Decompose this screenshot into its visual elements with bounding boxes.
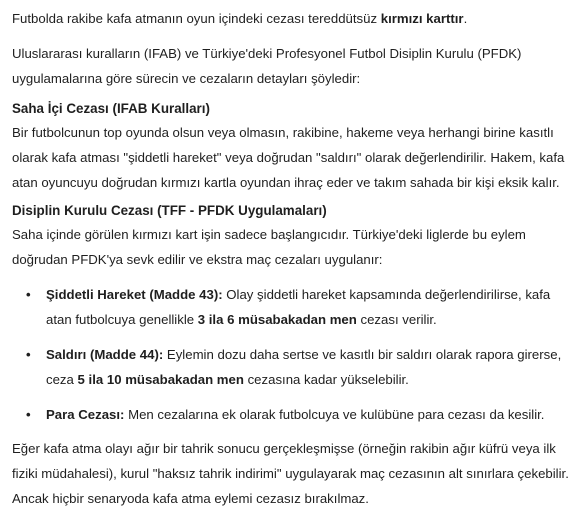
section2-body: Saha içinde görülen kırmızı kart işin sadece başlangıcıdır. Türkiye'deki liglerde bu eylem doğrudan PFDK'ya sevk edilir ve ekstra maç cezaları uygulanır: — [12, 227, 526, 267]
list-item-title: Saldırı (Madde 44): — [46, 347, 164, 362]
list-item-title: Para Cezası: — [46, 407, 125, 422]
section1-body: Bir futbolcunun top oyunda olsun veya olmasın, rakibine, hakeme veya herhangi birine kasıtlı olarak kafa atması "şiddetli hareket" veya doğrudan "saldırı" olarak değerlendirilir. Hakem, kafa atan oyuncuyu doğrudan kırmızı kartla oyundan ihraç eder ve takım sahada bir kişi eksik kalır. — [12, 125, 565, 190]
bullet-icon: • — [26, 407, 31, 422]
section1-heading: Saha İçi Cezası (IFAB Kuralları) — [12, 101, 210, 116]
list-item — [12, 402, 573, 427]
list-item-title: Şiddetli Hareket (Madde 43): — [46, 287, 223, 302]
penalty-list — [12, 282, 573, 427]
list-item-text-end: cezası verilir. — [356, 312, 437, 327]
intro-paragraph — [12, 6, 573, 31]
list-item-text-end: cezasına kadar yükselebilir. — [243, 372, 409, 387]
bullet-icon: • — [26, 287, 31, 302]
list-item-bold: 5 ila 10 müsabakadan men — [77, 372, 244, 387]
list-item-text: Eylemin dozu daha sertse ve kasıtlı bir saldırı olarak rapora girerse, ceza — [46, 347, 562, 387]
intro-text: Futbolda rakibe kafa atmanın oyun içindeki cezası tereddütsüz — [12, 11, 381, 26]
list-item-text: Men cezalarına ek olarak futbolcuya ve kulübüne para cezası da kesilir. — [124, 407, 545, 422]
list-item — [12, 342, 573, 392]
list-item — [12, 282, 573, 332]
closing-paragraph: Eğer kafa atma olayı ağır bir tahrik sonucu gerçekleşmişse (örneğin rakibin ağır küfrü veya ilk fiziki müdahalesi), kurul "haksız tahrik indirimi" uygulayarak maç cezasının alt sınırlara çekebilir. Ancak hiçbir senaryoda kafa atma eylemi cezasız bırakılmaz. — [12, 441, 569, 506]
context-paragraph: Uluslararası kuralların (IFAB) ve Türkiye'deki Profesyonel Futbol Disiplin Kurulu (PFDK) uygulamalarına göre sürecin ve cezaların detayları şöyledir: — [12, 46, 522, 86]
list-item-text: Olay şiddetli hareket kapsamında değerlendirilirse, kafa atan futbolcuya genellikle — [46, 287, 551, 327]
list-item-bold: 3 ila 6 müsabakadan men — [197, 312, 357, 327]
intro-end: . — [463, 11, 468, 26]
bullet-icon: • — [26, 347, 31, 362]
section2-heading: Disiplin Kurulu Cezası (TFF - PFDK Uygulamaları) — [12, 203, 327, 218]
intro-bold-text: kırmızı karttır — [380, 11, 464, 26]
